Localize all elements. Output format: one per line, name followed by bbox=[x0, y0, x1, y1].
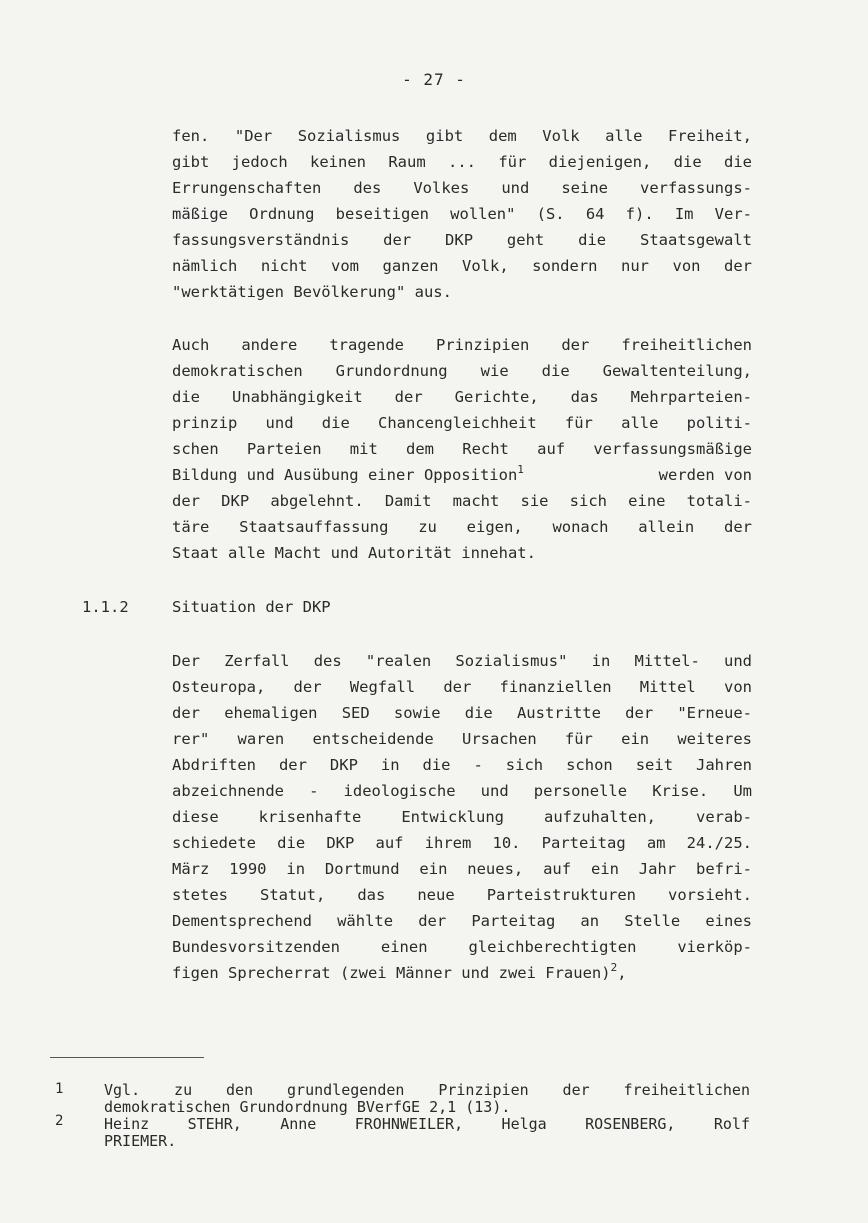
text-line: der DKP abgelehnt. Damit macht sie sich eine totali- bbox=[172, 492, 752, 510]
text-line: täre Staatsauffassung zu eigen, wonach allein der bbox=[172, 518, 752, 536]
page-number: - 27 - bbox=[402, 70, 466, 89]
text-segment: figen Sprecherrat (zwei Männer und zwei Frauen) bbox=[172, 964, 611, 982]
paragraph-1 bbox=[172, 123, 752, 305]
footnote-line: PRIEMER. bbox=[104, 1132, 177, 1150]
text-line: diese krisenhafte Entwicklung aufzuhalten, verab- bbox=[172, 808, 752, 826]
section-title: Situation der DKP bbox=[172, 598, 331, 616]
text-segment: Bildung und Ausübung einer Opposition bbox=[172, 466, 518, 484]
footnote-line: demokratischen Grundordnung BVerfGE 2,1 (13). bbox=[104, 1098, 511, 1116]
footnote-number: 2 bbox=[55, 1113, 64, 1129]
text-line: Dementsprechend wählte der Parteitag an Stelle eines bbox=[172, 912, 752, 930]
text-line: Osteuropa, der Wegfall der finanziellen Mittel von bbox=[172, 678, 752, 696]
section-number: 1.1.2 bbox=[82, 598, 129, 616]
footnote-divider bbox=[50, 1057, 204, 1058]
text-line: Staat alle Macht und Autorität innehat. bbox=[172, 544, 536, 562]
footnote-number: 1 bbox=[55, 1081, 64, 1097]
footnote-text bbox=[104, 1116, 750, 1150]
text-line: Auch andere tragende Prinzipien der freiheitlichen bbox=[172, 336, 752, 354]
text-line: demokratischen Grundordnung wie die Gewaltenteilung, bbox=[172, 362, 752, 380]
text-line: Abdriften der DKP in die - sich schon seit Jahren bbox=[172, 756, 752, 774]
text-line: fen. "Der Sozialismus gibt dem Volk alle Freiheit, bbox=[172, 127, 752, 145]
text-line: fassungsverständnis der DKP geht die Staatsgewalt bbox=[172, 231, 752, 249]
footnote-line: Vgl. zu den grundlegenden Prinzipien der freiheitlichen bbox=[104, 1081, 750, 1099]
text-line: prinzip und die Chancengleichheit für alle politi- bbox=[172, 414, 752, 432]
text-line: der ehemaligen SED sowie die Austritte der "Erneue- bbox=[172, 704, 752, 722]
text-line: schen Parteien mit dem Recht auf verfassungsmäßige bbox=[172, 440, 752, 458]
text-line-with-footnote-ref bbox=[172, 462, 752, 488]
paragraph-3 bbox=[172, 648, 752, 986]
footnote-line: Heinz STEHR, Anne FROHNWEILER, Helga ROSENBERG, Rolf bbox=[104, 1115, 750, 1133]
paragraph-2 bbox=[172, 332, 752, 566]
text-line: mäßige Ordnung beseitigen wollen" (S. 64 f). Im Ver- bbox=[172, 205, 752, 223]
text-line: die Unabhängigkeit der Gerichte, das Mehrparteien- bbox=[172, 388, 752, 406]
text-line: Der Zerfall des "realen Sozialismus" in Mittel- und bbox=[172, 652, 752, 670]
text-line: stetes Statut, das neue Parteistrukturen vorsieht. bbox=[172, 886, 752, 904]
footnote-text bbox=[104, 1082, 750, 1116]
text-segment: , bbox=[617, 964, 627, 982]
text-line: abzeichnende - ideologische und personelle Krise. Um bbox=[172, 782, 752, 800]
text-line-with-footnote-ref bbox=[172, 960, 752, 986]
text-line: Bundesvorsitzenden einen gleichberechtigten vierköp- bbox=[172, 938, 752, 956]
text-line: Errungenschaften des Volkes und seine verfassungs- bbox=[172, 179, 752, 197]
footnote-ref-2: 2 bbox=[610, 961, 618, 974]
text-line: rer" waren entscheidende Ursachen für ein weiteres bbox=[172, 730, 752, 748]
text-line: schiedete die DKP auf ihrem 10. Parteitag am 24./25. bbox=[172, 834, 752, 852]
text-line: "werktätigen Bevölkerung" aus. bbox=[172, 283, 452, 301]
text-segment: werden von bbox=[649, 466, 752, 484]
footnote-ref-1: 1 bbox=[517, 463, 524, 476]
text-line: März 1990 in Dortmund ein neues, auf ein Jahr befri- bbox=[172, 860, 752, 878]
text-line: gibt jedoch keinen Raum ... für diejenigen, die die bbox=[172, 153, 752, 171]
text-line: nämlich nicht vom ganzen Volk, sondern nur von der bbox=[172, 257, 752, 275]
